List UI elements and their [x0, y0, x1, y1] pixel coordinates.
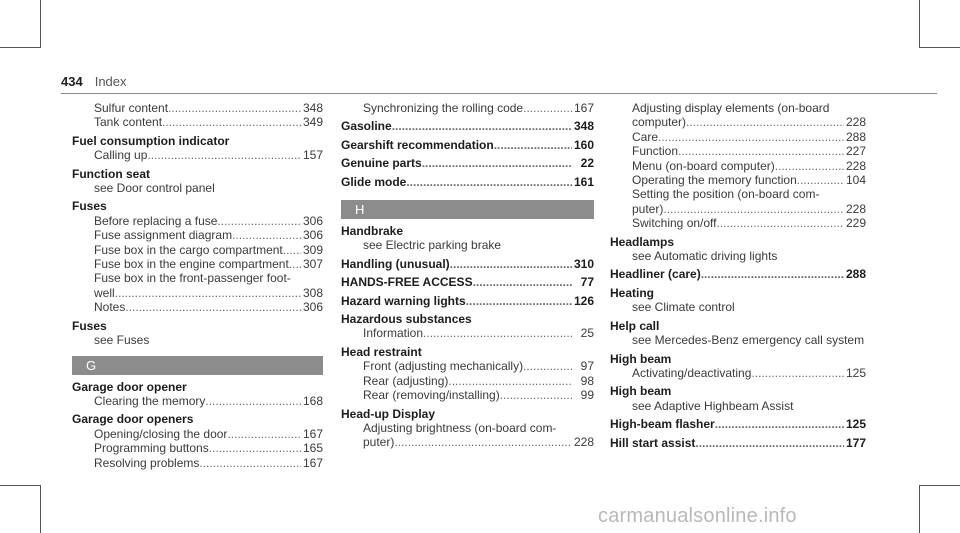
- dot-leader: [523, 359, 572, 373]
- dot-leader: [450, 257, 572, 271]
- entry-label: Gasoline: [341, 119, 392, 134]
- index-subentry: Setting the position (on-board com-: [632, 187, 820, 202]
- page-reference: 97: [580, 359, 594, 374]
- page-reference: 167: [573, 101, 594, 115]
- dot-leader: [658, 130, 844, 144]
- index-entry: High beam: [610, 351, 672, 366]
- index-entry: [610, 417, 866, 431]
- page-reference: 348: [573, 119, 594, 134]
- crop-mark: [0, 47, 40, 48]
- entry-label: puter): [632, 201, 664, 216]
- index-entry: Garage door opener: [72, 379, 187, 394]
- index-entry: [341, 138, 594, 152]
- entry-label: Switching on/off: [632, 216, 717, 231]
- index-entry: High beam: [610, 384, 672, 399]
- dot-leader: [448, 374, 572, 388]
- page-reference: 228: [845, 158, 866, 173]
- index-entry: Fuses: [72, 199, 107, 214]
- dot-leader: [394, 435, 572, 449]
- index-subentry: Fuse box in the front-passenger foot-: [94, 271, 291, 286]
- dot-leader: [523, 101, 572, 115]
- index-entry: Hazardous substances: [341, 312, 472, 327]
- dot-leader: [423, 326, 572, 340]
- dot-leader: [717, 216, 844, 230]
- page-reference: 98: [580, 373, 594, 388]
- page-reference: 22: [580, 156, 594, 171]
- page-reference: 228: [845, 201, 866, 216]
- index-subentry: [610, 202, 866, 216]
- dot-leader: [701, 267, 844, 281]
- entry-label: Handling (unusual): [341, 256, 450, 271]
- index-subentry: [72, 300, 323, 314]
- dot-leader: [466, 294, 572, 308]
- index-entry: Help call: [610, 318, 660, 333]
- dot-leader: [715, 417, 844, 431]
- index-subentry: [72, 456, 323, 470]
- page-reference: 307: [302, 257, 323, 272]
- dot-leader: [283, 243, 301, 257]
- entry-label: puter): [363, 435, 395, 450]
- index-entry: [341, 119, 594, 133]
- index-subentry: [341, 326, 594, 340]
- index-subentry: [610, 366, 866, 380]
- dot-leader: [695, 436, 844, 450]
- entry-label: Genuine parts: [341, 156, 422, 171]
- entry-label: Fuse assignment diagram: [94, 228, 233, 243]
- crop-mark: [919, 485, 920, 533]
- index-subentry: [72, 257, 323, 271]
- page-reference: 308: [302, 285, 323, 300]
- entry-label: Before replacing a fuse: [94, 213, 218, 228]
- entry-label: Information: [363, 326, 424, 341]
- index-entry: Head-up Display: [341, 406, 436, 421]
- dot-leader: [147, 148, 301, 162]
- entry-label: Rear (adjusting): [363, 373, 449, 388]
- dot-leader: [751, 366, 844, 380]
- page-number: 434: [61, 74, 83, 89]
- index-subentry: see Automatic driving lights: [632, 249, 778, 264]
- index-subentry: [341, 388, 594, 402]
- page-reference: 227: [845, 144, 866, 159]
- entry-label: High-beam flasher: [610, 417, 715, 432]
- page-reference: 310: [573, 256, 594, 271]
- entry-label: Fuse box in the engine compartment: [94, 257, 289, 272]
- index-subentry: see Electric parking brake: [363, 238, 502, 253]
- index-subentry: Adjusting display elements (on-board: [632, 101, 830, 115]
- dot-leader: [775, 159, 844, 173]
- page-reference: 177: [845, 435, 866, 450]
- dot-leader: [500, 388, 572, 402]
- index-entry: [610, 436, 866, 450]
- index-subentry: see Mercedes-Benz emergency call system: [632, 333, 865, 348]
- index-entry: [341, 175, 594, 189]
- entry-label: Opening/closing the door: [94, 426, 228, 441]
- page-reference: 161: [573, 174, 594, 189]
- crop-mark: [0, 485, 40, 486]
- entry-label: computer): [632, 115, 687, 130]
- index-subentry: see Fuses: [94, 333, 150, 348]
- crop-mark: [920, 47, 960, 48]
- entry-label: Menu (on-board computer): [632, 158, 775, 173]
- index-entry: Headlamps: [610, 234, 675, 249]
- page-reference: 104: [845, 173, 866, 188]
- page-reference: 165: [302, 441, 323, 456]
- page-reference: 167: [302, 455, 323, 470]
- index-entry: [341, 294, 594, 308]
- index-subentry: [72, 394, 323, 408]
- index-entry: [341, 257, 594, 271]
- entry-label: well: [94, 285, 115, 300]
- entry-label: Hill start assist: [610, 435, 696, 450]
- crop-mark: [920, 485, 960, 486]
- index-subentry: [610, 144, 866, 158]
- entry-label: Fuse box in the cargo compartment: [94, 242, 283, 257]
- index-entry: [341, 156, 594, 170]
- dot-leader: [115, 286, 301, 300]
- page-reference: 306: [302, 213, 323, 228]
- dot-leader: [473, 275, 572, 289]
- crop-mark: [40, 0, 41, 48]
- entry-label: Gearshift recommendation: [341, 137, 494, 152]
- index-entry: Fuses: [72, 318, 107, 333]
- page-reference: 77: [580, 275, 594, 290]
- entry-label: Notes: [94, 300, 126, 315]
- index-subentry: [72, 243, 323, 257]
- index-entry: [341, 275, 594, 289]
- index-subentry: [72, 148, 323, 162]
- entry-label: Front (adjusting mechanically): [363, 359, 524, 374]
- index-column-3: [610, 101, 866, 450]
- page-reference: 167: [302, 426, 323, 441]
- section-title: Index: [94, 74, 127, 89]
- entry-label: Function: [632, 144, 679, 159]
- page-reference: 349: [302, 115, 323, 130]
- index-subentry: [341, 435, 594, 449]
- dot-leader: [217, 214, 301, 228]
- page-reference: 288: [845, 129, 866, 144]
- page-header: [61, 74, 127, 89]
- index-entry: Garage door openers: [72, 412, 194, 427]
- dot-leader: [168, 101, 301, 115]
- entry-label: Glide mode: [341, 174, 407, 189]
- index-subentry: [72, 286, 323, 300]
- watermark: carmanualsonline.info: [598, 505, 797, 527]
- index-subentry: see Climate control: [632, 300, 735, 315]
- index-subentry: [341, 101, 594, 115]
- index-entry: Function seat: [72, 166, 151, 181]
- entry-label: Operating the memory function: [632, 173, 797, 188]
- page-reference: 229: [845, 216, 866, 231]
- page-reference: 228: [573, 435, 594, 450]
- letter-section-header: G: [72, 356, 323, 375]
- index-subentry: [610, 173, 866, 187]
- dot-leader: [494, 138, 572, 152]
- entry-label: Resolving problems: [94, 455, 200, 470]
- entry-label: Rear (removing/installing): [363, 388, 500, 403]
- page-reference: 125: [845, 365, 866, 380]
- entry-label: Calling up: [94, 148, 148, 163]
- dot-leader: [422, 156, 572, 170]
- entry-label: Programming buttons: [94, 441, 209, 456]
- index-subentry: [610, 216, 866, 230]
- page-reference: 309: [302, 242, 323, 257]
- entry-label: Sulfur content: [94, 101, 169, 115]
- entry-label: Headliner (care): [610, 267, 701, 282]
- page-reference: 157: [302, 148, 323, 163]
- letter-section-header: H: [341, 200, 594, 219]
- dot-leader: [227, 427, 301, 441]
- dot-leader: [199, 456, 301, 470]
- index-entry: Heating: [610, 285, 655, 300]
- page-reference: 228: [845, 115, 866, 130]
- dot-leader: [209, 441, 301, 455]
- page-reference: 348: [302, 101, 323, 115]
- index-subentry: [72, 101, 323, 115]
- dot-leader: [663, 202, 844, 216]
- index-entry: Head restraint: [341, 344, 422, 359]
- page-reference: 288: [845, 267, 866, 282]
- index-subentry: [341, 359, 594, 373]
- dot-leader: [125, 300, 301, 314]
- dot-leader: [162, 115, 301, 129]
- dot-leader: [686, 115, 844, 129]
- dot-leader: [232, 228, 301, 242]
- entry-label: HANDS-FREE ACCESS: [341, 275, 473, 290]
- page-reference: 168: [302, 393, 323, 408]
- page-reference: 160: [573, 137, 594, 152]
- page-reference: 99: [580, 388, 594, 403]
- dot-leader: [797, 173, 844, 187]
- index-column-2: [341, 101, 594, 450]
- entry-label: Care: [632, 129, 659, 144]
- header-rule: [61, 93, 937, 94]
- dot-leader: [406, 175, 572, 189]
- index-entry: Handbrake: [341, 224, 404, 239]
- page-reference: 125: [845, 417, 866, 432]
- dot-leader: [678, 144, 844, 158]
- index-entry: [610, 267, 866, 281]
- index-subentry: [610, 130, 866, 144]
- dot-leader: [289, 257, 301, 271]
- page-reference: 25: [580, 326, 594, 341]
- index-subentry: [610, 159, 866, 173]
- entry-label: Synchronizing the rolling code: [363, 101, 524, 115]
- index-subentry: see Adaptive Highbeam Assist: [632, 398, 794, 413]
- index-subentry: Adjusting brightness (on-board com-: [363, 420, 557, 435]
- entry-label: Tank content: [94, 115, 163, 130]
- crop-mark: [919, 0, 920, 48]
- entry-label: Hazard warning lights: [341, 293, 466, 308]
- index-column-1: [72, 101, 323, 470]
- index-subentry: [72, 427, 323, 441]
- dot-leader: [205, 394, 301, 408]
- index-subentry: [341, 374, 594, 388]
- page-reference: 306: [302, 228, 323, 243]
- dot-leader: [392, 119, 572, 133]
- page-reference: 126: [573, 293, 594, 308]
- index-subentry: [610, 115, 866, 129]
- entry-label: Clearing the memory: [94, 393, 206, 408]
- index-subentry: see Door control panel: [94, 181, 215, 196]
- crop-mark: [40, 485, 41, 533]
- index-subentry: [72, 115, 323, 129]
- index-subentry: [72, 441, 323, 455]
- index-subentry: [72, 214, 323, 228]
- entry-label: Activating/deactivating: [632, 365, 752, 380]
- page-reference: 306: [302, 300, 323, 315]
- index-subentry: [72, 228, 323, 242]
- index-entry: Fuel consumption indicator: [72, 133, 230, 148]
